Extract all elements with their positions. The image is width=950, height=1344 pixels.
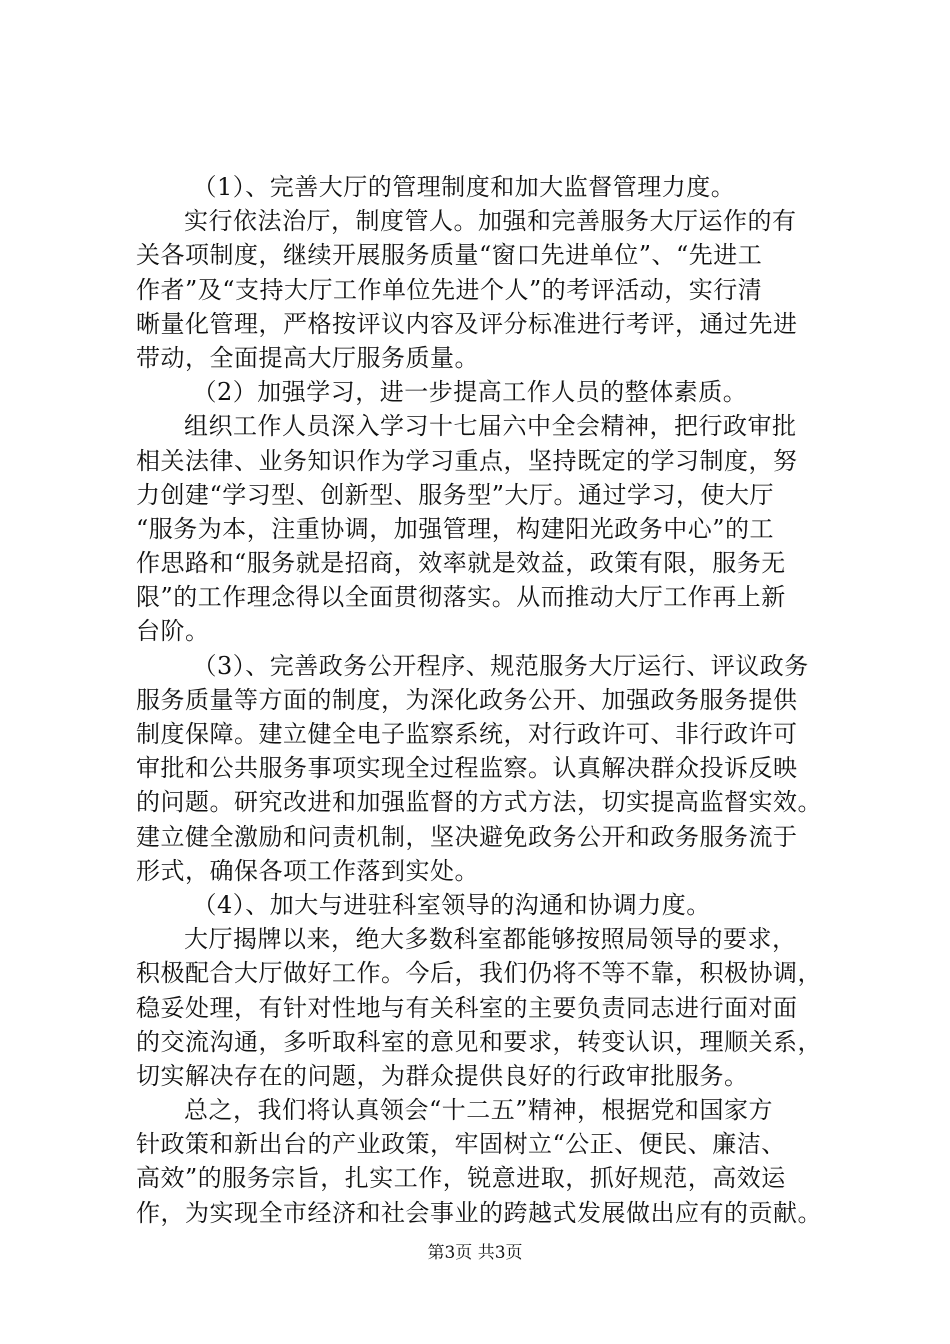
text-line: 相关法律、业务知识作为学习重点，坚持既定的学习制度，努 [136, 446, 798, 475]
text-line: （3）、完善政务公开程序、规范服务大厅运行、评议政务 [180, 651, 809, 680]
text-line: 大厅揭牌以来，绝大多数科室都能够按照局领导的要求， [184, 925, 797, 954]
text-line: 作思路和“服务就是招商，效率就是效益，政策有限，服务无 [136, 549, 786, 578]
text-line: 的交流沟通，多听取科室的意见和要求，转变认识，理顺关系， [136, 1027, 822, 1056]
text-line: （1）、完善大厅的管理制度和加大监督管理力度。 [180, 173, 736, 201]
text-line: 审批和公共服务事项实现全过程监察。认真解决群众投诉反映 [136, 754, 798, 783]
text-line: 积极配合大厅做好工作。今后，我们仍将不等不靠，积极协调， [136, 959, 822, 988]
text-line: 形式，确保各项工作落到实处。 [136, 856, 479, 885]
text-line: 实行依法治厅，制度管人。加强和完善服务大厅运作的有 [184, 207, 797, 236]
text-line: 限”的工作理念得以全面贯彻落实。从而推动大厅工作再上新 [136, 583, 786, 612]
text-line: （2）加强学习，进一步提高工作人员的整体素质。 [180, 378, 748, 407]
text-line: 针政策和新出台的产业政策，牢固树立“公正、便民、廉洁、 [136, 1130, 786, 1159]
text-line: 切实解决存在的问题，为群众提供良好的行政审批服务。 [136, 1061, 749, 1090]
text-line: （4）、加大与进驻科室领导的沟通和协调力度。 [180, 890, 711, 919]
text-line: 高效”的服务宗旨，扎实工作，锐意进取，抓好规范，高效运 [136, 1164, 786, 1193]
text-line: 建立健全激励和问责机制，坚决避免政务公开和政务服务流于 [136, 822, 798, 851]
document-body [136, 170, 836, 1230]
text-line: 作者”及“支持大厅工作单位先进个人”的考评活动，实行清 [136, 275, 763, 304]
text-line: 力创建“学习型、创新型、服务型”大厅。通过学习，使大厅 [136, 480, 775, 509]
text-line: 关各项制度，继续开展服务质量“窗口先进单位”、“先进工 [136, 241, 763, 270]
text-line: 作，为实现全市经济和社会事业的跨越式发展做出应有的贡献。 [136, 1198, 822, 1227]
text-line: 制度保障。建立健全电子监察系统，对行政许可、非行政许可 [136, 720, 798, 748]
text-line: 晰量化管理，严格按评议内容及评分标准进行考评，通过先进 [136, 309, 798, 338]
text-line: 稳妥处理，有针对性地与有关科室的主要负责同志进行面对面 [136, 993, 798, 1022]
text-line: “服务为本，注重协调，加强管理，构建阳光政务中心”的工 [136, 514, 775, 543]
text-line: 总之，我们将认真领会“十二五”精神，根据党和国家方 [184, 1096, 774, 1125]
text-line: 的问题。研究改进和加强监督的方式方法，切实提高监督实效。 [136, 788, 822, 817]
text-line: 台阶。 [136, 617, 210, 646]
text-line: 服务质量等方面的制度，为深化政务公开、加强政务服务提供 [136, 685, 798, 714]
page-footer: 第3页 共3页 [427, 1243, 523, 1263]
text-line: 带动，全面提高大厅服务质量。 [136, 343, 479, 372]
text-line: 组织工作人员深入学习十七届六中全会精神，把行政审批 [184, 412, 797, 441]
